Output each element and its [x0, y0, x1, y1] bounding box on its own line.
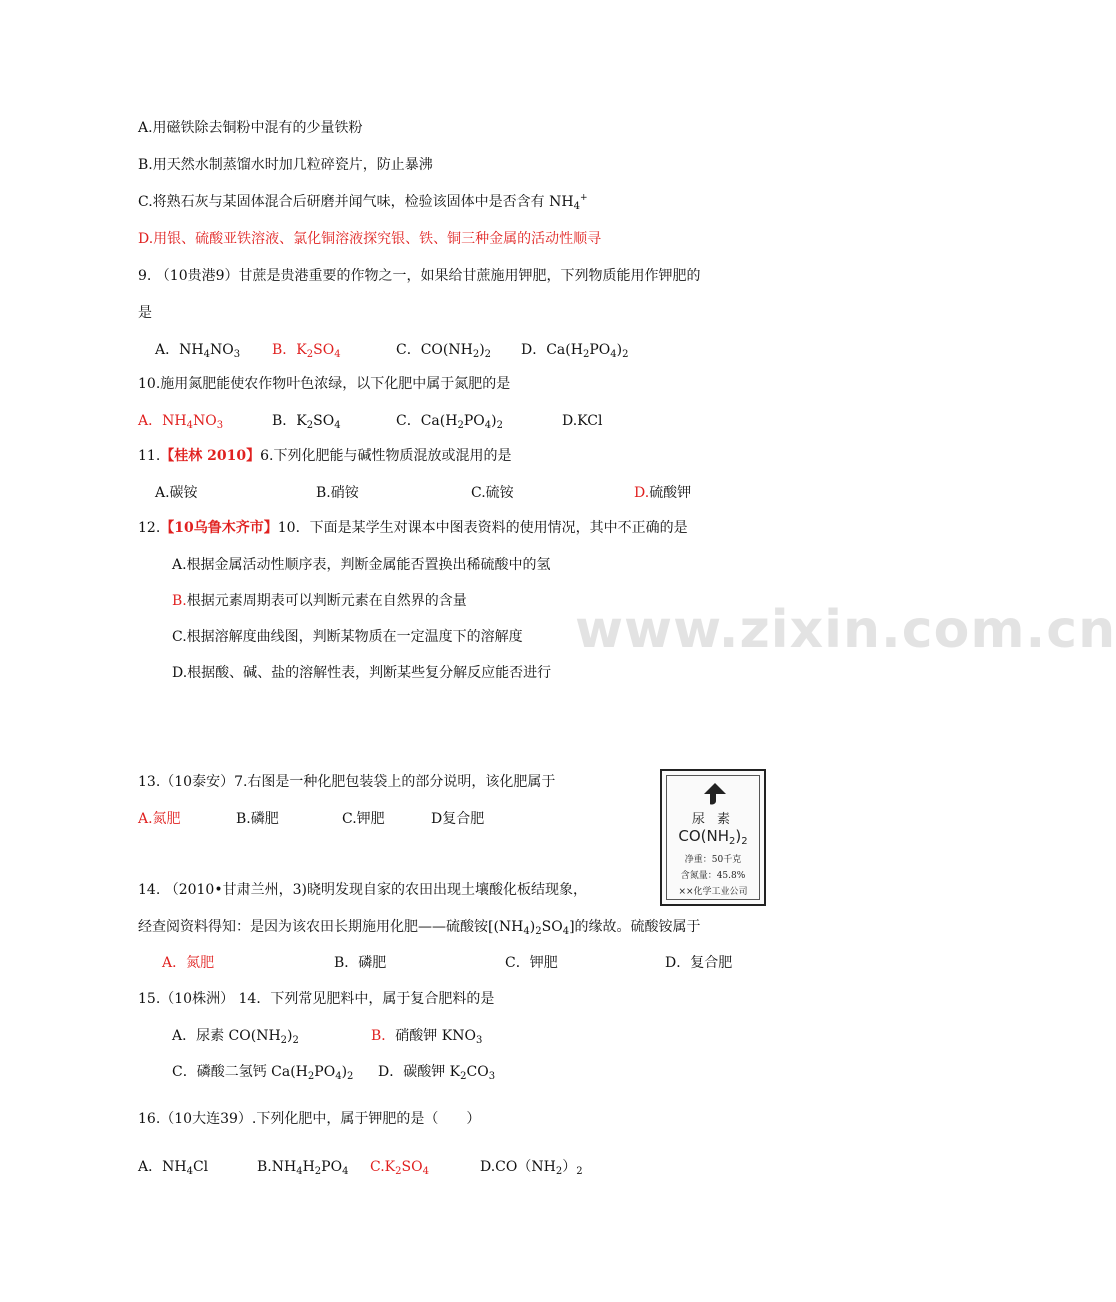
- label-product-name: 尿 素: [691, 812, 735, 827]
- q10-option-d: D.KCl: [562, 413, 603, 429]
- q11-option-d: D.硫酸钾: [634, 485, 692, 501]
- q10-option-c: C．$Ca(H_2PO_4)_2$: [396, 413, 503, 431]
- label-nitrogen-content: 含氮量：45.8%: [680, 871, 746, 881]
- q15-option-d: D．碳酸钾 $K_2CO_3$: [378, 1064, 496, 1082]
- q12-option-a: A.根据金属活动性顺序表，判断金属能否置换出稀硫酸中的氢: [172, 557, 551, 573]
- q10-option-a: A．$NH_4NO_3$: [138, 413, 224, 431]
- q9-option-d: D．$Ca(H_2PO_4)_2$: [521, 342, 629, 360]
- fertilizer-label-figure: [660, 769, 766, 906]
- q12-option-c: C.根据溶解度曲线图，判断某物质在一定温度下的溶解度: [172, 629, 523, 645]
- q8-option-c: C.将熟石灰与某固体混合后研磨并闻气味，检验该固体中是否含有 $NH_4^+$: [138, 193, 588, 212]
- q13-option-b: B.磷肥: [236, 811, 279, 827]
- q13-option-a: A.氮肥: [138, 811, 181, 827]
- label-company: ××化学工业公司: [678, 887, 748, 897]
- q14-option-a: A．氮肥: [162, 955, 215, 971]
- q16-option-d: $D.CO(NH_2)_2$: [480, 1159, 583, 1177]
- q11-option-b: B.硝铵: [316, 485, 359, 501]
- q9-stem: 9. （10贵港9）甘蔗是贵港重要的作物之一，如果给甘蔗施用钾肥，下列物质能用作钾肥的: [138, 268, 701, 284]
- q12-source: 【10乌鲁木齐市】: [160, 520, 278, 536]
- q11-source: 【桂林 2010】: [160, 448, 261, 464]
- q13-stem: 13.（10泰安）7.右图是一种化肥包装袋上的部分说明，该化肥属于: [138, 774, 556, 790]
- q16-option-a: A．$NH_4Cl$: [138, 1159, 209, 1177]
- q9-option-b: B．$K_2SO_4$: [272, 342, 341, 360]
- q15-option-a: A．尿素 $CO(NH_2)_2$: [172, 1028, 299, 1046]
- q14-stem: 14. （2010•甘肃兰州，3)晓明发现自家的农田出现土壤酸化板结现象，: [138, 882, 587, 898]
- q16-option-b: $B.NH_4H_2PO_4$: [257, 1159, 349, 1177]
- q11-option-a: A.碳铵: [155, 485, 198, 501]
- q8-option-a: A.用磁铁除去铜粉中混有的少量铁粉: [138, 120, 363, 136]
- q12-option-b: B.根据元素周期表可以判断元素在自然界的含量: [172, 593, 467, 609]
- q14-option-c: C．钾肥: [505, 955, 558, 971]
- q11-option-c: C.硫铵: [471, 485, 514, 501]
- q14-option-d: D．复合肥: [665, 955, 733, 971]
- q16-option-c: $C.K_2SO_4$: [370, 1159, 429, 1177]
- q15-option-c: C．磷酸二氢钙 $Ca(H_2PO_4)_2$: [172, 1064, 354, 1082]
- q9-stem-cont: 是: [138, 305, 152, 321]
- q12-option-d: D.根据酸、碱、盐的溶解性表，判断某些复分解反应能否进行: [172, 665, 552, 681]
- q10-option-b: B．$K_2SO_4$: [272, 413, 341, 431]
- q9-option-a: A．$NH_4NO_3$: [155, 342, 241, 360]
- q8-option-d: D.用银、硫酸亚铁溶液、氯化铜溶液探究银、铁、铜三种金属的活动性顺寻: [138, 231, 602, 247]
- q8-option-b: B.用天然水制蒸馏水时加几粒碎瓷片，防止暴沸: [138, 157, 433, 173]
- q13-option-d: D复合肥: [431, 811, 485, 827]
- q16-stem: 16.（10大连39）.下列化肥中，属于钾肥的是（ ）: [138, 1111, 481, 1127]
- q14-stem-cont: 经查阅资料得知：是因为该农田长期施用化肥——硫酸铵$[(NH_4)_2SO_4]$的缘故。硫酸铵属于: [138, 919, 701, 937]
- q11-stem: 11.【桂林 2010】6.下列化肥能与碱性物质混放或混用的是: [138, 448, 512, 464]
- q15-stem: 15.（10株洲） 14．下列常见肥料中，属于复合肥料的是: [138, 991, 495, 1007]
- q9-option-c: C．$CO(NH_2)_2$: [396, 342, 492, 360]
- up-arrow-icon: [702, 782, 728, 806]
- q10-stem: 10.施用氮肥能使农作物叶色浓绿，以下化肥中属于氮肥的是: [138, 376, 511, 392]
- q15-option-b: B．硝酸钾 $KNO_3$: [371, 1028, 483, 1046]
- watermark: www.zixin.com.cn: [575, 600, 1116, 660]
- q13-option-c: C.钾肥: [342, 811, 385, 827]
- q12-stem: 12.【10乌鲁木齐市】10．下面是某学生对课本中图表资料的使用情况，其中不正确的是: [138, 520, 688, 536]
- q14-option-b: B．磷肥: [334, 955, 387, 971]
- label-formula: $CO(NH_2)_2$: [678, 827, 748, 847]
- label-net-weight: 净重：50千克: [684, 855, 742, 865]
